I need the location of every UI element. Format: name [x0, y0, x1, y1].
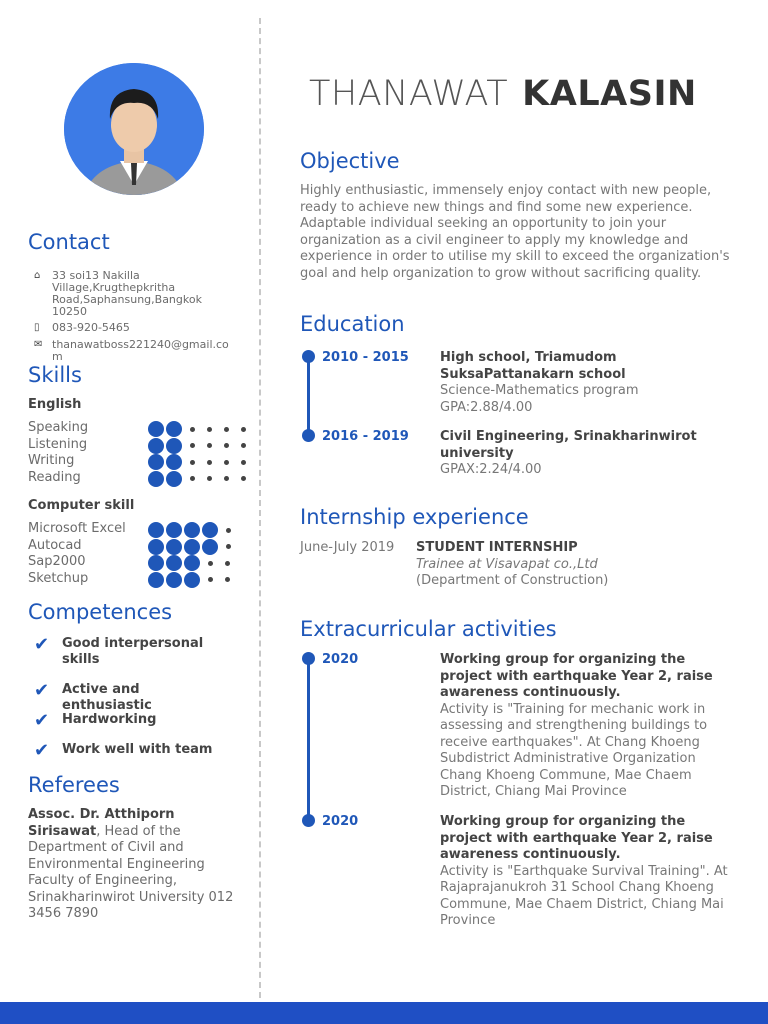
level-dot-empty	[241, 427, 246, 432]
check-icon: ✔	[34, 740, 50, 761]
activity-text: Activity is "Training for mechanic work in assessing and strengthening buildings to receive earthquakes". At Chang Khoeng Subdistrict Administrative Organization Chang Khoeng Commune, Mae Chaem District, Chiang Mai Province	[440, 701, 708, 799]
timeline-dot	[302, 652, 315, 665]
contact-heading: Contact	[28, 230, 110, 254]
level-dot-filled	[148, 539, 164, 555]
skill-label: Sap2000	[28, 554, 86, 569]
level-dot-empty	[207, 427, 212, 432]
check-icon: ✔	[34, 680, 50, 701]
home-icon: ⌂	[34, 270, 41, 281]
education-title: High school, Triamudom SuksaPattanakarn school	[440, 350, 626, 382]
level-dot-empty	[190, 427, 195, 432]
competence-item: ✔ Work well with team	[34, 740, 213, 761]
skills-heading: Skills	[28, 363, 82, 387]
level-dot-filled	[148, 438, 164, 454]
level-dot-filled	[184, 555, 200, 571]
level-dot-filled	[202, 539, 218, 555]
level-dot-empty	[225, 577, 230, 582]
education-years: 2016 - 2019	[322, 429, 409, 444]
level-dot-empty	[225, 561, 230, 566]
objective-heading: Objective	[300, 149, 400, 173]
level-dot-empty	[224, 460, 229, 465]
education-gpa: GPA:2.88/4.00	[440, 399, 533, 415]
activity-entry	[440, 814, 740, 930]
referees-heading: Referees	[28, 773, 120, 797]
internship-title: STUDENT INTERNSHIP	[416, 540, 578, 555]
skill-level	[148, 471, 252, 487]
timeline-dot	[302, 429, 315, 442]
internship-date: June-July 2019	[300, 540, 395, 555]
education-entry	[440, 350, 745, 416]
level-dot-empty	[208, 561, 213, 566]
activity-text: Activity is "Earthquake Survival Training". At Rajaprajanukroh 31 School Chang Khoeng Commune, Mae Chaem District, Chiang Mai Province	[440, 863, 728, 928]
activity-title: Working group for organizing the project with earthquake Year 2, raise awareness continuously.	[440, 652, 713, 700]
skill-level	[148, 572, 236, 588]
level-dot-empty	[190, 460, 195, 465]
level-dot-empty	[241, 460, 246, 465]
bottom-bar	[0, 1002, 768, 1024]
mail-icon: ✉	[34, 339, 43, 350]
level-dot-filled	[166, 572, 182, 588]
level-dot-filled	[148, 454, 164, 470]
competence-item: ✔ Hardworking	[34, 710, 157, 731]
level-dot-filled	[166, 539, 182, 555]
check-icon: ✔	[34, 634, 50, 655]
timeline-line	[307, 658, 310, 822]
level-dot-filled	[202, 522, 218, 538]
referee-entry	[28, 807, 238, 923]
skill-label: Speaking	[28, 420, 89, 435]
competence-item: ✔ Good interpersonal skills	[34, 634, 204, 667]
phone-icon: ▯	[34, 322, 40, 333]
level-dot-empty	[226, 528, 231, 533]
level-dot-filled	[184, 522, 200, 538]
competence-item: ✔ Active and enthusiastic	[34, 680, 152, 713]
first-name: THANAWAT	[309, 74, 509, 114]
level-dot-empty	[207, 460, 212, 465]
activity-title: Working group for organizing the project with earthquake Year 2, raise awareness continuously.	[440, 814, 713, 862]
email-text: thanawatboss221240@gmail.com	[52, 338, 229, 363]
competences-heading: Competences	[28, 600, 173, 624]
activity-entry	[440, 652, 740, 801]
level-dot-filled	[166, 454, 182, 470]
phone-text: 083-920-5465	[52, 321, 130, 334]
internship-entry	[416, 540, 746, 590]
level-dot-filled	[148, 572, 164, 588]
referee-name: Assoc. Dr. Atthiporn Sirisawat	[28, 807, 175, 839]
skill-label: Microsoft Excel	[28, 521, 126, 536]
level-dot-filled	[148, 421, 164, 437]
skill-label: Reading	[28, 469, 81, 485]
level-dot-empty	[208, 577, 213, 582]
level-dot-empty	[224, 427, 229, 432]
education-heading: Education	[300, 312, 405, 336]
computer-heading: Computer skill	[28, 498, 135, 513]
skill-label: Autocad	[28, 537, 82, 553]
level-dot-filled	[148, 471, 164, 487]
level-dot-filled	[148, 522, 164, 538]
level-dot-filled	[166, 471, 182, 487]
education-gpa: GPAX:2.24/4.00	[440, 462, 542, 477]
extracurricular-heading: Extracurricular activities	[300, 617, 557, 641]
address-text: 33 soi13 Nakilla Village,Krugthepkritha Road,Saphansung,Bangkok 10250	[52, 269, 202, 318]
level-dot-filled	[184, 539, 200, 555]
timeline-dot	[302, 814, 315, 827]
education-title: Civil Engineering, Srinakharinwirot university	[440, 429, 697, 461]
education-years: 2010 - 2015	[322, 350, 409, 365]
activity-year: 2020	[322, 652, 359, 667]
timeline-dot	[302, 350, 315, 363]
skill-level	[148, 454, 252, 470]
skill-level	[148, 522, 237, 538]
level-dot-empty	[224, 476, 229, 481]
skill-label: Listening	[28, 436, 88, 452]
skill-label: Writing	[28, 453, 75, 468]
page-title	[309, 74, 697, 114]
contact-address	[34, 270, 237, 318]
referee-details: , Head of the Department of Civil and Environmental Engineering Faculty of Engineering, Srinakharinwirot University 012 3456 7890	[28, 823, 234, 921]
level-dot-filled	[148, 555, 164, 571]
level-dot-empty	[207, 476, 212, 481]
contact-phone	[34, 322, 237, 334]
level-dot-empty	[241, 443, 246, 448]
check-icon: ✔	[34, 710, 50, 731]
skill-level	[148, 539, 237, 555]
internship-dept: (Department of Construction)	[416, 573, 609, 588]
level-dot-filled	[166, 438, 182, 454]
level-dot-filled	[166, 555, 182, 571]
column-divider	[259, 18, 261, 998]
level-dot-empty	[241, 476, 246, 481]
level-dot-filled	[166, 421, 182, 437]
activity-year: 2020	[322, 814, 359, 829]
internship-heading: Internship experience	[300, 505, 529, 529]
level-dot-filled	[166, 522, 182, 538]
contact-email	[34, 339, 237, 363]
avatar	[64, 63, 204, 195]
education-program: Science-Mathematics program	[440, 383, 639, 398]
skill-level	[148, 555, 236, 571]
level-dot-filled	[184, 572, 200, 588]
level-dot-empty	[226, 544, 231, 549]
skill-level	[148, 421, 252, 437]
level-dot-empty	[190, 443, 195, 448]
timeline-line	[307, 356, 310, 436]
education-entry	[440, 429, 745, 479]
english-heading: English	[28, 397, 82, 412]
objective-text: Highly enthusiastic, immensely enjoy contact with new people, ready to achieve new things and find some new experience. Adaptable individual seeking an opportunity to join your organization as a civil engineer to apply my knowledge and experience in order to utilise my skill to exceed the organization's goal and help organization to grow without sacrificing quality.	[300, 183, 730, 281]
skill-label: Sketchup	[28, 570, 89, 586]
level-dot-empty	[190, 476, 195, 481]
skill-level	[148, 438, 252, 454]
internship-company: Trainee at Visavapat co.,Ltd	[416, 556, 598, 572]
last-name: KALASIN	[522, 74, 697, 114]
level-dot-empty	[207, 443, 212, 448]
level-dot-empty	[224, 443, 229, 448]
